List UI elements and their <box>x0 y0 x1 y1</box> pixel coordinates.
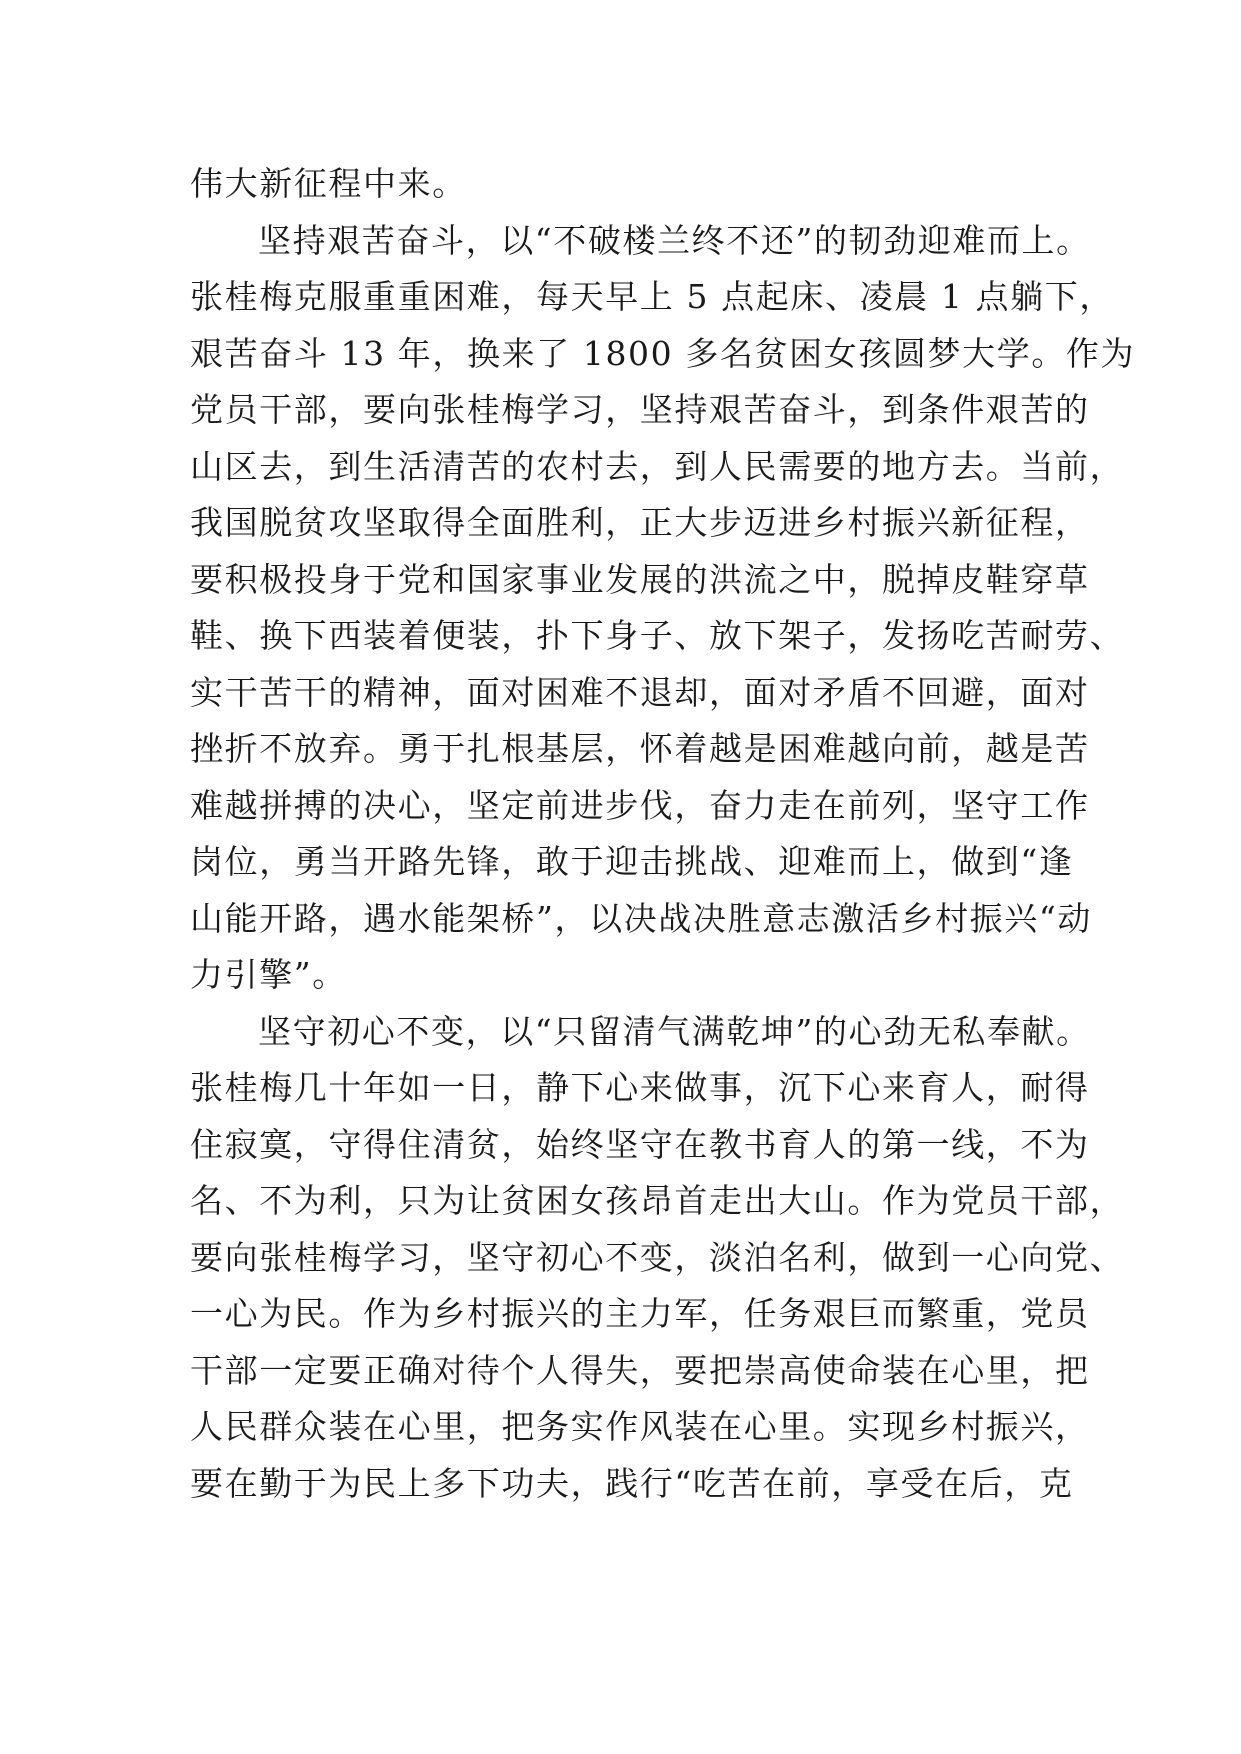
text-line: 住寂寞，守得住清贫，始终坚守在教书育人的第一线，不为 <box>190 1124 1090 1164</box>
text-line: 我国脱贫攻坚取得全面胜利，正大步迈进乡村振兴新征程， <box>190 503 1090 542</box>
text-line: 张桂梅克服重重困难，每天早上 5 点起床、凌晨 1 点躺下， <box>190 277 1114 316</box>
text-line: 山区去，到生活清苦的农村去，到人民需要的地方去。当前， <box>190 446 1125 486</box>
text-line: 要在勤于为民上多下功夫，践行“吃苦在前，享受在后，克 <box>190 1463 1074 1503</box>
text-line: 党员干部，要向张桂梅学习，坚持艰苦奋斗，到条件艰苦的 <box>190 390 1090 429</box>
text-line: 挫折不放弃。勇于扎根基层，怀着越是困难越向前，越是苦 <box>190 729 1090 768</box>
text-line: 要积极投身于党和国家事业发展的洪流之中，脱掉皮鞋穿草 <box>190 559 1090 599</box>
text-line: 岗位，勇当开路先锋，敢于迎击挑战、迎难而上，做到“逢 <box>190 842 1074 881</box>
paragraph-start-line: 坚持艰苦奋斗，以“不破楼兰终不还”的韧劲迎难而上。 <box>258 220 1091 260</box>
text-line: 一心为民。作为乡村振兴的主力军，任务艰巨而繁重，党员 <box>190 1294 1090 1333</box>
text-line: 要向张桂梅学习，坚守初心不变，淡泊名利，做到一心向党、 <box>190 1237 1125 1277</box>
text-line: 力引擎”。 <box>190 955 347 994</box>
text-line: 实干苦干的精神，面对困难不退却，面对矛盾不回避，面对 <box>190 672 1090 712</box>
paragraph-start-line: 坚守初心不变，以“只留清气满乾坤”的心劲无私奉献。 <box>258 1011 1091 1051</box>
text-line: 难越拼搏的决心，坚定前进步伐，奋力走在前列，坚守工作 <box>190 785 1090 825</box>
text-line: 鞋、换下西装着便装，扑下身子、放下架子，发扬吃苦耐劳、 <box>190 616 1125 655</box>
text-line: 张桂梅几十年如一日，静下心来做事，沉下心来育人，耐得 <box>190 1068 1090 1107</box>
text-line: 山能开路，遇水能架桥”，以决战决胜意志激活乡村振兴“动 <box>190 898 1092 938</box>
text-line: 伟大新征程中来。 <box>190 164 467 203</box>
text-line: 名、不为利，只为让贫困女孩昂首走出大山。作为党员干部， <box>190 1181 1125 1220</box>
text-line: 艰苦奋斗 13 年，换来了 1800 多名贫困女孩圆梦大学。作为 <box>190 333 1136 373</box>
document-body <box>190 156 1136 1512</box>
text-line: 人民群众装在心里，把务实作风装在心里。实现乡村振兴， <box>190 1407 1090 1446</box>
text-line: 干部一定要正确对待个人得失，要把崇高使命装在心里，把 <box>190 1350 1090 1390</box>
